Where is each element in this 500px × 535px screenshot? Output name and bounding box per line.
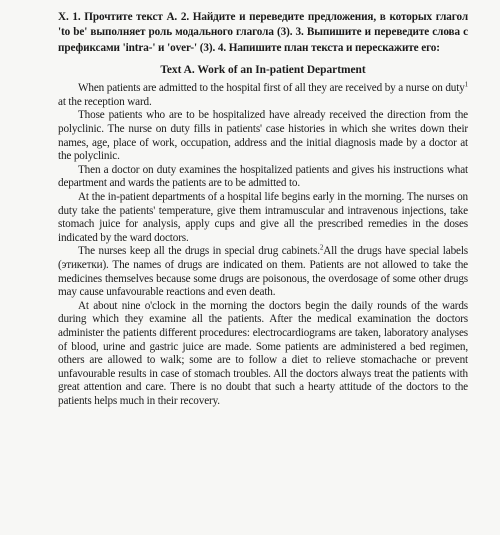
paragraph-6: At about nine o'clock in the morning the doctors begin the daily rounds of the wards during which they examine all the patients. After the medical examination the doctors administer the patients different procedures: electrocardiograms are taken, laboratory analyses of blood, urine and gastric juice are made. Some patients are administered a bed regimen, others are allowed to walk; some are to follow a diet to relieve stomachache or prevent unfavourable results in case of stomach troubles. All the doctors always treat the patients with great attention and care. There is no doubt that such a hearty attitude of the doctors to the patients helps much in their recovery. (58, 299, 468, 407)
text-title: Text A. Work of an In-patient Department (160, 64, 366, 77)
paragraph-5-text: The nurses keep all the drugs in special drug cabinets. (78, 245, 320, 258)
paragraph-1-end: at the reception ward. (58, 95, 152, 108)
footnote-2: 2 (319, 243, 324, 252)
paragraph-5 (58, 245, 468, 299)
footnote-1: 1 (464, 80, 468, 89)
paragraph-1-text: When patients are admitted to the hospital first of all they are received by a nurse on duty (78, 82, 465, 95)
paragraph-4: At the in-patient departments of a hospital life begins early in the morning. The nurses on duty take the patients' temperature, give them intramuscular and intravenous injections, take stomach juice for analysis, apply cups and give all the prescribed remedies in the doses indicated by the ward doctors. (58, 190, 468, 244)
paragraph-3: Then a doctor on duty examines the hospitalized patients and gives his instructions what department and wards the patients are to be admitted to. (58, 163, 468, 190)
paragraph-2: Those patients who are to be hospitalized have already received the direction from the polyclinic. The nurse on duty fills in patients' case histories in which she writes down their names, age, place of work, occupation, address and the initial diagnosis made by a doctor at the polyclinic. (58, 109, 468, 163)
paragraph-1 (58, 82, 468, 109)
paragraph-5-end: All the drugs have special labels (этикетки). The names of drugs are indicated on them. Patients are not allowed to take the medicines themselves because some drugs are poisonous, the overdosage of some other drugs may cause unfavourable reactions and even death. (58, 245, 468, 299)
task-instructions: X. 1. Прочтите текст А. 2. Найдите и переведите предложения, в которых глагол 'to be' выполняет роль модального глагола (3). 3. Выпишите и переведите слова с префиксами 'intra-' и 'over-' (3). 4. Напишите план текста и перескажите его: (58, 11, 468, 54)
